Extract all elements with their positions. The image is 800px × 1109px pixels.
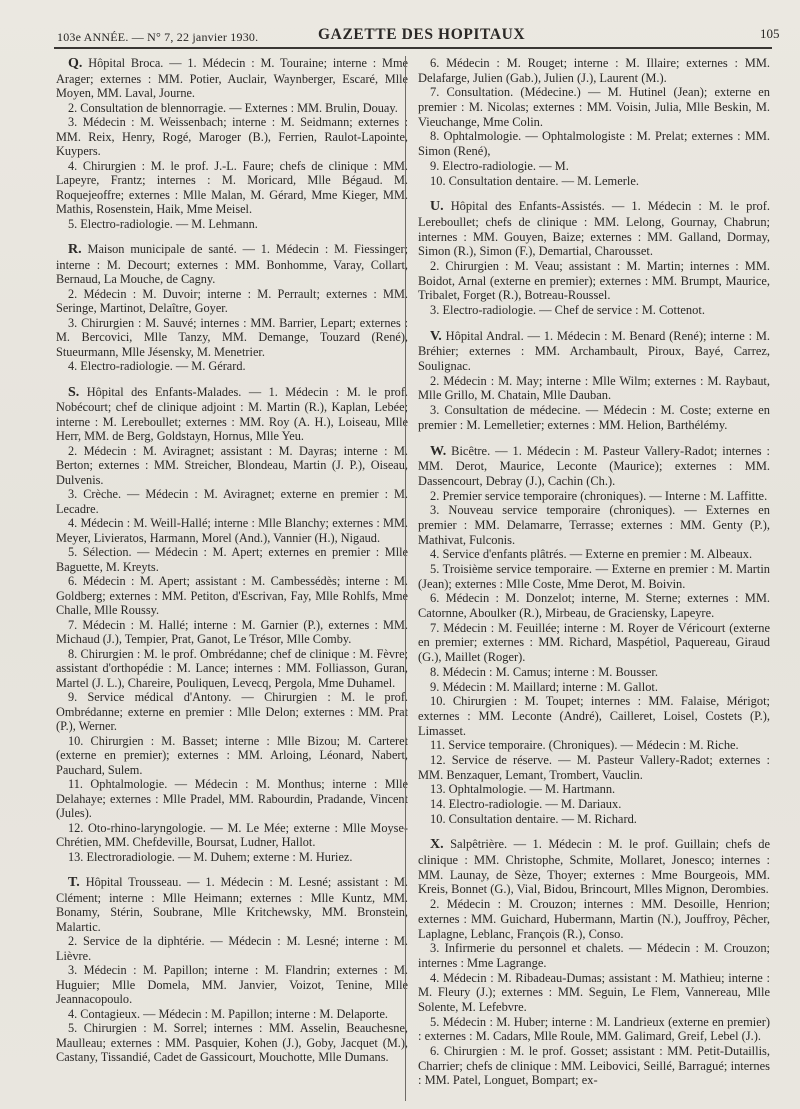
entry-paragraph	[418, 159, 770, 174]
entry-paragraph	[56, 444, 408, 488]
entry-paragraph	[56, 56, 408, 101]
entry-paragraph	[418, 129, 770, 158]
entry-text: 3. Electro-radiologie. — Chef de service : M. Cottenot.	[430, 303, 705, 317]
entry-paragraph	[418, 489, 770, 504]
entry-paragraph	[56, 647, 408, 691]
section	[418, 837, 770, 1088]
entry-paragraph	[418, 837, 770, 897]
entry-text: 11. Ophtalmologie. — Médecin : M. Monthus; interne : Mlle Delahaye; externes : Mlle Pradel, MM. Rabourdin, Pradande, Vincent (Jules).	[56, 777, 408, 820]
entry-paragraph	[56, 1021, 408, 1065]
entry-text: Bicêtre. — 1. Médecin : M. Pasteur Vallery-Radot; internes : MM. Derot, Maurice, Leconte (Maurice); externes : MM. Dassencourt, Debray (J.), Cachin (Ch.).	[418, 443, 771, 488]
entry-text: Hôpital Broca. — 1. Médecin : M. Touraine; interne : Mme Arager; externes : MM. Potier, Auclair, Waynberger, Escaré, Mlle Moyen, MM. Laval, Journe.	[56, 56, 408, 100]
entry-paragraph	[418, 971, 770, 1015]
entry-paragraph	[418, 174, 770, 189]
entry-text: 10. Consultation dentaire. — M. Richard.	[430, 811, 637, 826]
entry-text: Salpêtrière. — 1. Médecin : M. le prof. Guillain; chefs de clinique : MM. Christophe, Schmite, Mollaret, Jonesco; internes : MM. Launay, de Sèze, Thoyer; externes : Mme Bourgeois, MM. Kreis, Bonnet (G.), Vial, Bidou, Brincourt, Mlles Mignon, Derombies.	[418, 837, 770, 897]
running-header	[0, 22, 800, 46]
entry-paragraph	[56, 875, 408, 934]
section	[418, 56, 770, 188]
entry-text: 2. Chirurgien : M. Veau; assistant : M. Martin; internes : MM. Boidot, Arnal (externe en premier); externes : MM. Brumpt, Maurice, Tribalet, Forget (R.), Botreau-Roussel.	[418, 258, 770, 303]
entry-paragraph	[418, 562, 770, 591]
entry-text: 3. Médecin : M. Papillon; interne : M. Flandrin; externes : M. Huguier; Mlle Domela, MM. Janvier, Voizot, Tenine, Mlle Jeannacopoulo.	[56, 963, 408, 1006]
entry-paragraph	[418, 812, 770, 827]
section-letter: S.	[68, 384, 80, 400]
entry-paragraph	[56, 242, 408, 287]
entry-paragraph	[418, 374, 770, 403]
entry-text: 5. Troisième service temporaire. — Externe en premier : M. Martin (Jean); externes : Mlle Coste, Mme Derot, M. Boivin.	[418, 562, 770, 591]
entry-text: 2. Premier service temporaire (chroniques). — Interne : M. Laffitte.	[430, 488, 768, 503]
section	[56, 385, 408, 865]
entry-text: 13. Electroradiologie. — M. Duhem; externe : M. Huriez.	[68, 849, 353, 864]
entry-text: 6. Médecin : M. Rouget; interne : M. Illaire; externes : MM. Delafarge, Julien (Gab.), Julien (J.), Laurent (M.).	[418, 56, 770, 85]
entry-text: 7. Consultation. (Médecine.) — M. Hutinel (Jean); externe en premier : M. Nicolas; externes : MM. Voisin, Julia, Mlle Beskin, M. Vieuchange, Mme Colin.	[418, 85, 770, 129]
entry-text: 12. Oto-rhino-laryngologie. — M. Le Mée; externe : Mlle Moyse-Chrétien, MM. Chefdeville, Boursat, Ludner, Hallot.	[56, 820, 408, 849]
entry-text: 9. Electro-radiologie. — M.	[430, 158, 569, 173]
entry-paragraph	[56, 217, 408, 232]
entry-text: 4. Service d'enfants plâtrés. — Externe en premier : M. Albeaux.	[430, 547, 753, 562]
entry-paragraph	[418, 621, 770, 665]
entry-paragraph	[418, 199, 770, 259]
right-column	[418, 56, 770, 1099]
section-letter: V.	[430, 328, 442, 344]
entry-paragraph	[418, 444, 770, 489]
entry-text: 9. Médecin : M. Maillard; interne : M. Gallot.	[430, 679, 658, 694]
entry-text: 6. Médecin : M. Apert; assistant : M. Cambessédès; interne : M. Goldberg; externes : MM. Petiton, d'Escrivan, Fay, Mlle Rohlfs, Mme Challe, Mlle Roussy.	[56, 574, 408, 617]
entry-paragraph	[418, 547, 770, 562]
entry-paragraph	[418, 56, 770, 85]
entry-paragraph	[56, 115, 408, 159]
entry-text: 3. Infirmerie du personnel et chalets. — Médecin : M. Crouzon; internes : Mme Lagrange.	[418, 941, 770, 970]
section	[418, 199, 770, 318]
entry-paragraph	[418, 680, 770, 695]
section-letter: X.	[430, 837, 444, 853]
entry-paragraph	[418, 782, 770, 797]
entry-paragraph	[56, 574, 408, 618]
entry-paragraph	[56, 385, 408, 444]
entry-text: 2. Médecin : M. Crouzon; internes : MM. Desoille, Henrion; externes : MM. Guichard, Hubermann, Martin (N.), Jouffroy, Pêcher, Laplagne, Leblanc, François (R.), Conso.	[418, 897, 770, 941]
header-rule	[54, 47, 772, 49]
entry-paragraph	[56, 690, 408, 734]
entry-paragraph	[56, 734, 408, 778]
entry-paragraph	[418, 1044, 770, 1088]
entry-text: 4. Chirurgien : M. le prof. J.-L. Faure; chefs de clinique : MM. Lapeyre, Frantz; internes : M. Moricard, Mlle Bégaud. M. Roquejeoffre; externes : Mlle Malan, M. Gérard, Mme Kieger, MM. Mathis, Rosenstein, Haik, Mme Meisel.	[56, 158, 408, 216]
entry-paragraph	[56, 516, 408, 545]
entry-paragraph	[418, 1015, 770, 1044]
entry-paragraph	[56, 777, 408, 821]
section	[418, 329, 770, 433]
left-column	[56, 56, 408, 1076]
entry-text: 4. Médecin : M. Ribadeau-Dumas; assistant : M. Mathieu; interne : M. Fleury (J.); externes : MM. Seguin, Le Flem, Vannereau, Mlle Solente, M. Lefebvre.	[418, 970, 770, 1014]
entry-text: 7. Médecin : M. Hallé; interne : M. Garnier (P.), externes : MM. Michaud (J.), Tempier, Prat, Ganot, Le Trésor, Mlle Comby.	[56, 617, 408, 646]
entry-text: 3. Chirurgien : M. Sauvé; internes : MM. Barrier, Lepart; externes : M. Bercovici, Mlle Tanzy, MM. Demange, Touzard (René), Stueurmann, Mlle Jésensky, M. Menetrier.	[56, 315, 408, 359]
entry-text: Hôpital des Enfants-Malades. — 1. Médecin : M. le prof. Nobécourt; chef de clinique adjoint : M. Martin (R.), Kaplan, Lebée; interne : M. Lereboullet; externes : MM. Roy (A. H.), Loiseau, Mlle Herr, MM. de Berg, Goldstayn, Hornus, Mlle Yeu.	[56, 384, 408, 443]
entry-text: 12. Service de réserve. — M. Pasteur Vallery-Radot; externes : MM. Benzaquer, Lemant, Trombert, Vauclin.	[418, 752, 770, 782]
entry-text: 3. Crèche. — Médecin : M. Aviragnet; externe en premier : M. Lecadre.	[56, 487, 408, 516]
entry-text: 3. Médecin : M. Weissenbach; interne : M. Seidmann; externes : MM. Reix, Henry, Rogé, Maroger (B.), Ferrien, Raulot-Lapointe, Kuypers.	[56, 115, 408, 158]
entry-text: 2. Médecin : M. Duvoir; interne : M. Perrault; externes : MM. Seringe, Martinot, Delaître, Goyer.	[56, 286, 408, 315]
section-letter: Q.	[68, 56, 83, 71]
entry-paragraph	[418, 694, 770, 738]
entry-text: 5. Chirurgien : M. Sorrel; internes : MM. Asselin, Beauchesne, Maulleau; externes : MM. Pasquier, Kohen (J.), Goby, Jacquet (M.), Castany, Tissandié, Cadet de Gassicourt, Mouchotte, Mlle Dumans.	[56, 1021, 408, 1064]
entry-text: 5. Médecin : M. Huber; interne : M. Landrieux (externe en premier) : externes : M. Cadars, Mlle Roule, MM. Galimard, Greif, Lebel (J.).	[418, 1014, 770, 1044]
entry-paragraph	[56, 316, 408, 360]
entry-paragraph	[56, 934, 408, 963]
section	[418, 444, 770, 827]
entry-text: 2. Médecin : M. Aviragnet; assistant : M. Dayras; interne : M. Berton; externes : MM. Streicher, Blondeau, Martin (J. P.), Oiseau, Dulvenis.	[56, 443, 408, 487]
entry-paragraph	[56, 545, 408, 574]
entry-text: 2. Médecin : M. May; interne : Mlle Wilm; externes : M. Raybaut, Mlle Grillo, M. Chatain, Mlle Dauban.	[418, 373, 770, 403]
entry-text: 6. Chirurgien : M. le prof. Gosset; assistant : MM. Petit-Dutaillis, Charrier; chefs de clinique : MM. Leibovici, Seillé, Barragué; internes : MM. Patel, Longuet, Bompart; ex-	[418, 1044, 770, 1088]
entry-text: Hôpital Andral. — 1. Médecin : M. Benard (René); interne : M. Bréhier; externes : MM. Archambault, Piroux, Bayé, Carrez, Soulignac.	[418, 328, 770, 374]
entry-text: 4. Contagieux. — Médecin : M. Papillon; interne : M. Delaporte.	[68, 1006, 389, 1021]
entry-text: 4. Electro-radiologie. — M. Gérard.	[68, 359, 246, 373]
section-letter: R.	[68, 242, 82, 257]
entry-text: 3. Nouveau service temporaire (chroniques). — Externes en premier : MM. Delamarre, Terrasse; externes : MM. Genty (P.), Mathivat, Fulconis.	[418, 503, 770, 547]
entry-paragraph	[56, 159, 408, 217]
entry-text: 5. Sélection. — Médecin : M. Apert; externes en premier : Mlle Baguette, M. Kreyts.	[56, 545, 408, 574]
section	[56, 242, 408, 374]
entry-text: 3. Consultation de médecine. — Médecin : M. Coste; externe en premier : M. Lemelletier; externes : MM. Helion, Barthélémy.	[418, 403, 770, 432]
entry-paragraph	[418, 403, 770, 432]
entry-text: 5. Electro-radiologie. — M. Lehmann.	[68, 216, 258, 231]
entry-text: 13. Ophtalmologie. — M. Hartmann.	[430, 782, 616, 797]
section-letter: T.	[68, 875, 80, 890]
section	[56, 56, 408, 231]
entry-text: 2. Consultation de blennorragie. — Externes : MM. Brulin, Douay.	[68, 100, 398, 115]
entry-text: 8. Chirurgien : M. le prof. Ombrédanne; chef de clinique : M. Fèvre; assistant d'orthopédie : M. Lance; internes : MM. Folliasson, Guran, Martel (J. L.), Chareire, Pouliquen, Levecq, Pergola, Mme Duhamel.	[56, 646, 408, 690]
entry-text: 10. Chirurgien : M. Toupet; internes : MM. Falaise, Mérigot; externes : MM. Leconte (André), Cailleret, Loisel, Costets (P.), Limasset.	[418, 694, 770, 738]
entry-paragraph	[418, 85, 770, 129]
column-divider	[405, 56, 406, 1101]
entry-paragraph	[56, 359, 408, 374]
entry-text: 14. Electro-radiologie. — M. Dariaux.	[430, 797, 622, 811]
entry-text: 7. Médecin : M. Feuillée; interne : M. Royer de Véricourt (externe en premier; externes : MM. Richard, Maspétiol, Paquereau, Giraud (G.), Maillet (Roger).	[418, 620, 770, 665]
entry-text: 6. Médecin : M. Donzelot; interne, M. Sterne; externes : MM. Catornne, Aboulker (R.), Mirbeau, de Graciensky, Lapeyre.	[418, 591, 770, 621]
entry-paragraph	[418, 329, 770, 374]
page-number: 105	[760, 26, 780, 41]
entry-text: 10. Chirurgien : M. Basset; interne : Mlle Bizou; M. Carteret (externe en premier); externes : MM. Arloing, Léonard, Nabert, Pauchard, Sulem.	[56, 733, 408, 777]
entry-paragraph	[418, 591, 770, 620]
entry-text: Maison municipale de santé. — 1. Médecin : M. Fiessinger; interne : M. Decourt; externes : MM. Bonhomme, Varay, Collart, Bernaud, La Mouche, de Cagny.	[56, 242, 408, 286]
entry-paragraph	[418, 303, 770, 318]
entry-text: Hôpital des Enfants-Assistés. — 1. Médecin : M. le prof. Lereboullet; chefs de clinique : MM. Lelong, Gournay, Chabrun; internes : MM. Gouyen, Baize; externes : MM. Galland, Dormay, Simon (R.), Simon (F.), Demartial, Charousset.	[418, 199, 770, 259]
entry-paragraph	[418, 503, 770, 547]
section-letter: W.	[430, 443, 447, 459]
entry-paragraph	[418, 753, 770, 782]
issue-info: 103e ANNÉE. — N° 7, 22 janvier 1930.	[57, 30, 259, 44]
entry-text: 8. Ophtalmologie. — Ophtalmologiste : M. Prelat; externes : MM. Simon (René),	[418, 129, 770, 159]
entry-paragraph	[56, 487, 408, 516]
entry-paragraph	[56, 101, 408, 116]
entry-paragraph	[56, 1007, 408, 1022]
entry-paragraph	[56, 850, 408, 865]
entry-paragraph	[56, 287, 408, 316]
entry-text: 2. Service de la diphtérie. — Médecin : M. Lesné; interne : M. Lièvre.	[56, 934, 408, 963]
entry-paragraph	[418, 897, 770, 941]
entry-paragraph	[56, 963, 408, 1007]
entry-text: 4. Médecin : M. Weill-Hallé; interne : Mlle Blanchy; externes : MM. Meyer, Livieratos, Harmann, Morel (And.), Vannier (H.), Nigaud.	[56, 516, 408, 545]
entry-paragraph	[56, 821, 408, 850]
entry-paragraph	[418, 941, 770, 970]
journal-title: GAZETTE DES HOPITAUX	[318, 26, 526, 43]
entry-paragraph	[418, 797, 770, 812]
section	[56, 875, 408, 1065]
entry-paragraph	[418, 665, 770, 680]
entry-paragraph	[418, 738, 770, 753]
entry-text: 10. Consultation dentaire. — M. Lemerle.	[430, 173, 639, 188]
entry-text: 11. Service temporaire. (Chroniques). — Médecin : M. Riche.	[430, 738, 739, 753]
entry-paragraph	[418, 259, 770, 303]
entry-paragraph	[56, 618, 408, 647]
entry-text: 9. Service médical d'Antony. — Chirurgien : M. le prof. Ombrédanne; externe en premier : Mlle Delon; externes : MM. Prat (P.), Werner.	[56, 690, 408, 733]
section-letter: U.	[430, 199, 444, 215]
entry-text: Hôpital Trousseau. — 1. Médecin : M. Lesné; assistant : M. Clément; interne : Mlle Heimann; externes : Mlle Kuntz, MM. Bonamy, Stérin, Soubrane, Mlle Kritchewsky, MM. Bronstein, Malartic.	[56, 875, 408, 934]
entry-text: 8. Médecin : M. Camus; interne : M. Bousser.	[430, 664, 658, 679]
